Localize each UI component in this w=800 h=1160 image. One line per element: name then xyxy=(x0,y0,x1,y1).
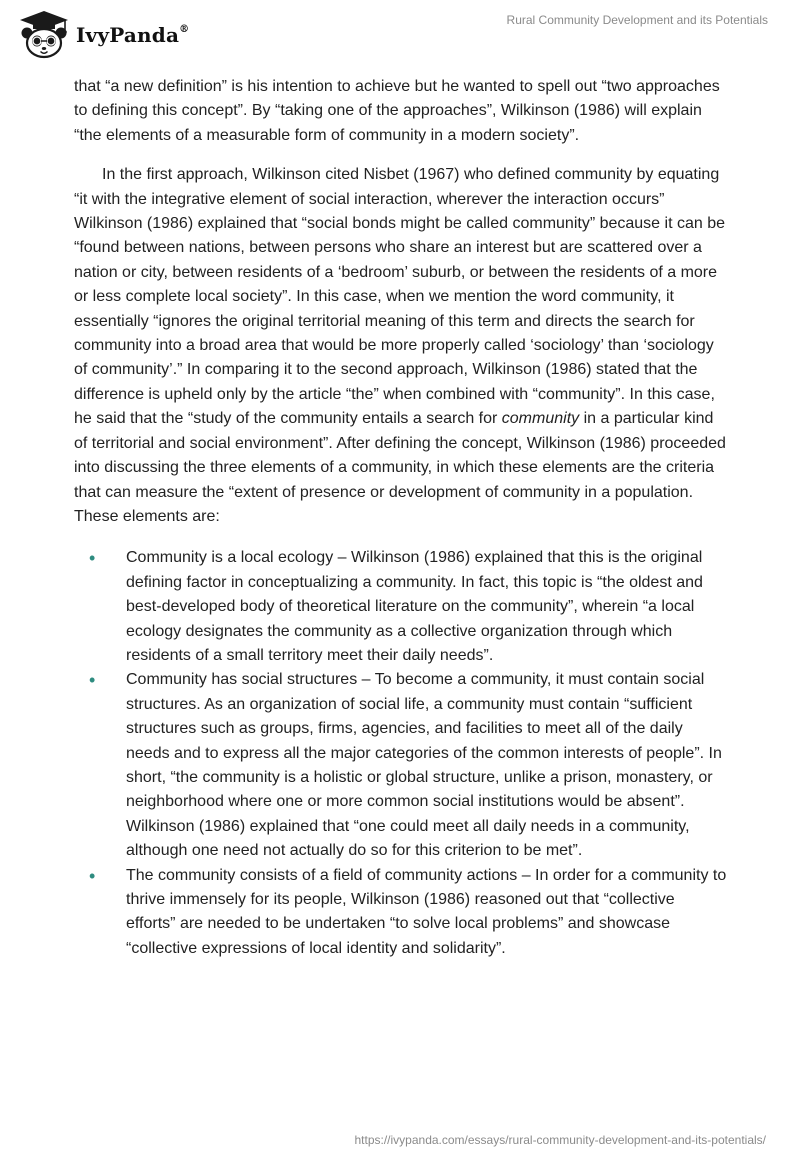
elements-list xyxy=(74,546,728,961)
paragraph xyxy=(74,163,728,529)
list-item xyxy=(74,546,728,668)
list-item-text: The community consists of a field of community actions – In order for a community to thrive immensely for its people, Wilkinson (1986) reasoned out that “collective efforts” are needed to be undertaken “to solve local problems” and showcase “collective expressions of local identity and solidarity”. xyxy=(126,866,727,957)
paragraph-text: in a particular kind of territorial and social environment”. After defining the concept, Wilkinson (1986) proceeded into discussing the three elements of a community, in which these elements are the criteria that can measure the “extent of presence or development of community in a population. These elements are: xyxy=(74,410,726,525)
panda-graduate-icon xyxy=(14,8,74,60)
emphasized-text: community xyxy=(501,410,580,428)
page-header xyxy=(0,0,800,66)
document-title: Rural Community Development and its Potentials xyxy=(506,13,768,27)
paragraph-text: In the first approach, Wilkinson cited Nisbet (1967) who defined community by equating “it with the integrative element of social interaction, wherever the interaction occurs” Wilkinson (1986) explained that “social bonds might be called community” because it can be “found between nations, between persons who share an interest but are scattered over a nation or city, between residents of a ‘bedroom’ suburb, or between the residents of a more or less complete local society”. In this case, when we mention the word community, it essentially “ignores the original territorial meaning of this term and directs the search for community into a broad area that would be more properly called ‘sociology’ than ‘sociology of community’.” In comparing it to the second approach, Wilkinson (1986) stated that the difference is upheld only by the article “the” when combined with “community”. In this case, he said that the “study of the community entails a search for xyxy=(74,166,726,428)
essay-body xyxy=(74,75,728,961)
bullet-icon: • xyxy=(89,865,96,886)
logo-text xyxy=(76,23,189,47)
registered-mark: ® xyxy=(179,24,190,36)
bullet-icon: • xyxy=(89,670,96,691)
logo-wordmark: IvyPanda xyxy=(76,23,180,47)
ivypanda-logo[interactable] xyxy=(14,8,189,60)
list-item xyxy=(74,668,728,863)
source-url[interactable]: https://ivypanda.com/essays/rural-community-development-and-its-potentials/ xyxy=(354,1133,766,1147)
list-item-text: Community has social structures – To become a community, it must contain social structures. As an organization of social life, a community must contain “sufficient structures such as groups, firms, agencies, and facilities to meet all of the daily needs and to express all the major categories of the common interests of people”. In short, “the community is a holistic or global structure, unlike a prison, monastery, or neighborhood where one or more common social institutions would be absent”. Wilkinson (1986) explained that “one could meet all daily needs in a community, although one need not actually do so for this criterion to be met”. xyxy=(126,671,722,860)
list-item xyxy=(74,864,728,962)
list-item-text: Community is a local ecology – Wilkinson (1986) explained that this is the original defining factor in conceptualizing a community. In fact, this topic is “the oldest and best-developed body of theoretical literature on the community”, wherein “a local ecology designates the community as a collective organization through which residents of a small territory meet their daily needs”. xyxy=(126,549,703,664)
bullet-icon: • xyxy=(89,548,96,569)
paragraph: that “a new definition” is his intention to achieve but he wanted to spell out “two approaches to defining this concept”. By “taking one of the approaches”, Wilkinson (1986) will explain “the elements of a measurable form of community in a modern society”. xyxy=(74,78,720,144)
